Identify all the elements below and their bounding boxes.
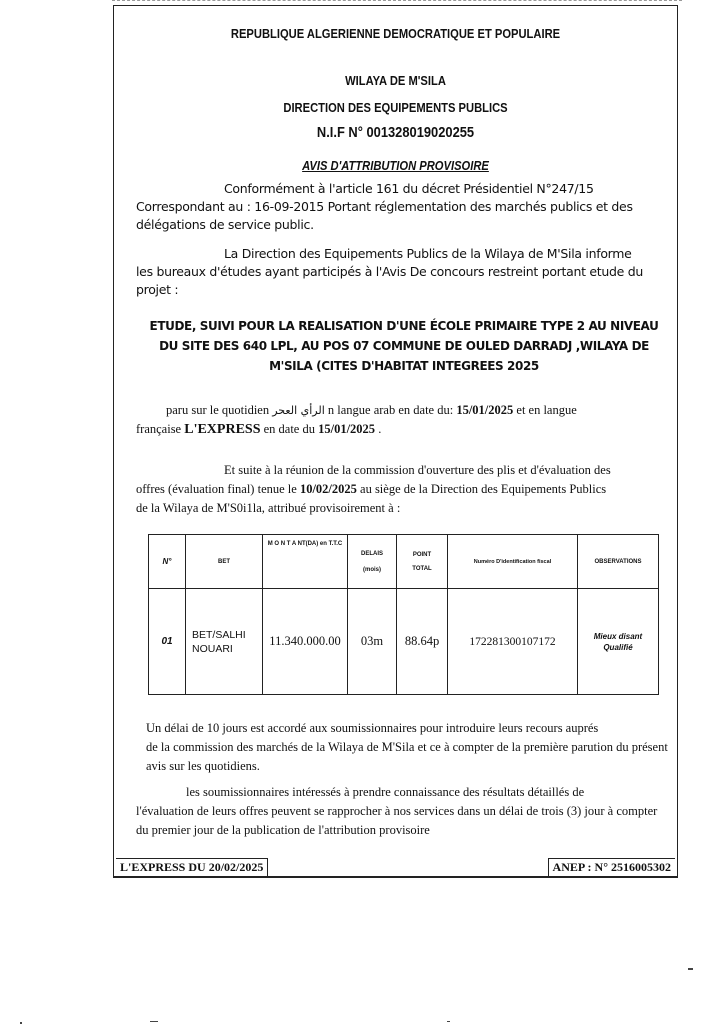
header-point-total xyxy=(397,535,448,589)
republic-heading: REPUBLIQUE ALGERIENNE DEMOCRATIQUE ET POPULAIRE xyxy=(230,26,561,41)
paragraph-line xyxy=(136,401,671,420)
project-title: ETUDE, SUIVI POUR LA REALISATION D'UNE ÉCOLE PRIMAIRE TYPE 2 AU NIVEAU DU SITE DES 640 LPL, AU POS 07 COMMUNE DE OULED DARRADJ ,WILAYA DE M'SILA (CITES D'HABITAT INTEGREES 2025 xyxy=(149,319,659,373)
cell-text: BET/SALHI xyxy=(192,628,246,641)
paragraph-text: l'évaluation de leurs offres peuvent se rapprocher à nos services dans un délai de trois (3) jour à compter du premier jour de la publication de l'attribution provisoire xyxy=(136,804,658,837)
paragraph-line: les soumissionnaires intéressés à prendre connaissance des résultats détaillés de xyxy=(186,785,585,799)
meeting-date: 10/02/2025 xyxy=(299,482,357,496)
header-text: POINT xyxy=(412,551,432,558)
text: n langue arab en date du: xyxy=(327,403,457,417)
paragraph-line: Un délai de 10 jours est accordé aux soumissionnaires pour introduire leurs recours auprés xyxy=(146,721,599,735)
nif-heading: N.I.F N° 001328019020255 xyxy=(316,124,475,141)
header-bet: BET xyxy=(186,535,263,589)
table-header-row xyxy=(149,535,659,589)
cell-montant: 11.340.000.00 xyxy=(263,589,348,695)
publication-paragraph xyxy=(136,401,671,439)
paragraph-line xyxy=(136,480,671,499)
text: . xyxy=(375,422,382,436)
cell-text: Mieux disant xyxy=(593,631,643,641)
header-text: DELAIS xyxy=(360,550,383,557)
paragraph-text: les bureaux d'études ayant participés à l'Avis De concours restreint portant etude du projet : xyxy=(136,264,643,297)
cell-nif: 172281300107172 xyxy=(448,589,578,695)
text: française xyxy=(136,422,185,436)
cell-no: 01 xyxy=(149,589,186,695)
direction-heading: DIRECTION DES EQUIPEMENTS PUBLICS xyxy=(283,100,508,115)
header-observations: OBSERVATIONS xyxy=(578,535,659,589)
arabic-newspaper-name: الرأي العحر xyxy=(272,404,325,417)
header-nif: Numéro D'identification fiscal xyxy=(448,535,578,589)
scan-speck xyxy=(150,1021,158,1022)
header-montant: M O N T A NT(DA) en T.T.C xyxy=(263,535,348,589)
cell-text: NOUARI xyxy=(192,642,233,655)
arabic-publication-date: 15/01/2025 xyxy=(456,403,514,417)
text: et en langue xyxy=(513,403,577,417)
legal-reference-paragraph xyxy=(136,180,666,234)
cell-point: 88.64p xyxy=(397,589,448,695)
appeal-delay-paragraph xyxy=(136,719,671,776)
commission-paragraph xyxy=(136,461,671,518)
table-row xyxy=(149,589,659,695)
consultation-paragraph xyxy=(136,783,671,840)
paragraph-text: Correspondant au : 16-09-2015 Portant réglementation des marchés publics et des délégations de service public. xyxy=(136,199,633,232)
cell-delais: 03m xyxy=(348,589,397,695)
text: offres (évaluation final) tenue le xyxy=(136,482,300,496)
paragraph-line: Et suite à la réunion de la commission d'ouverture des plis et d'évaluation des xyxy=(224,463,611,477)
paragraph-line xyxy=(136,420,671,439)
paragraph-line: de la Wilaya de M'S0i1la, attribué provisoirement à : xyxy=(136,501,401,515)
scan-speck xyxy=(688,968,693,970)
paragraph-line: La Direction des Equipements Publics de la Wilaya de M'Sila informe xyxy=(224,246,632,261)
header-text: (mois) xyxy=(363,566,381,573)
text: paru sur le quotidien xyxy=(166,403,273,417)
french-publication-date: 15/01/2025 xyxy=(318,422,376,436)
notice-frame xyxy=(113,5,678,878)
wilaya-heading: WILAYA DE M'SILA xyxy=(345,73,446,88)
notice-title: AVIS D'ATTRIBUTION PROVISOIRE xyxy=(302,158,489,173)
attribution-table xyxy=(148,534,659,695)
header-delais xyxy=(348,535,397,589)
scan-speck xyxy=(447,1021,450,1022)
text: en date du xyxy=(260,422,319,436)
direction-informs-paragraph xyxy=(136,245,666,299)
paragraph-line: Conformément à l'article 161 du décret Présidentiel N°247/15 xyxy=(224,181,594,196)
header-no: N° xyxy=(149,535,186,589)
text: au siège de la Direction des Equipements Publics xyxy=(356,482,607,496)
paragraph-text: de la commission des marchés de la Wilaya de M'Sila et ce à compter de la première parution du présent avis sur les quotidiens. xyxy=(146,740,668,773)
header-text: TOTAL xyxy=(412,565,432,572)
cell-observations xyxy=(578,589,659,695)
french-newspaper-name: L'EXPRESS xyxy=(184,422,261,437)
cell-text: Qualifié xyxy=(603,642,633,652)
footer-anep-number: ANEP : N° 2516005302 xyxy=(548,858,675,876)
footer-publication-label: L'EXPRESS DU 20/02/2025 xyxy=(116,858,268,876)
cell-bet xyxy=(186,589,263,695)
scan-edge-line xyxy=(112,0,682,3)
